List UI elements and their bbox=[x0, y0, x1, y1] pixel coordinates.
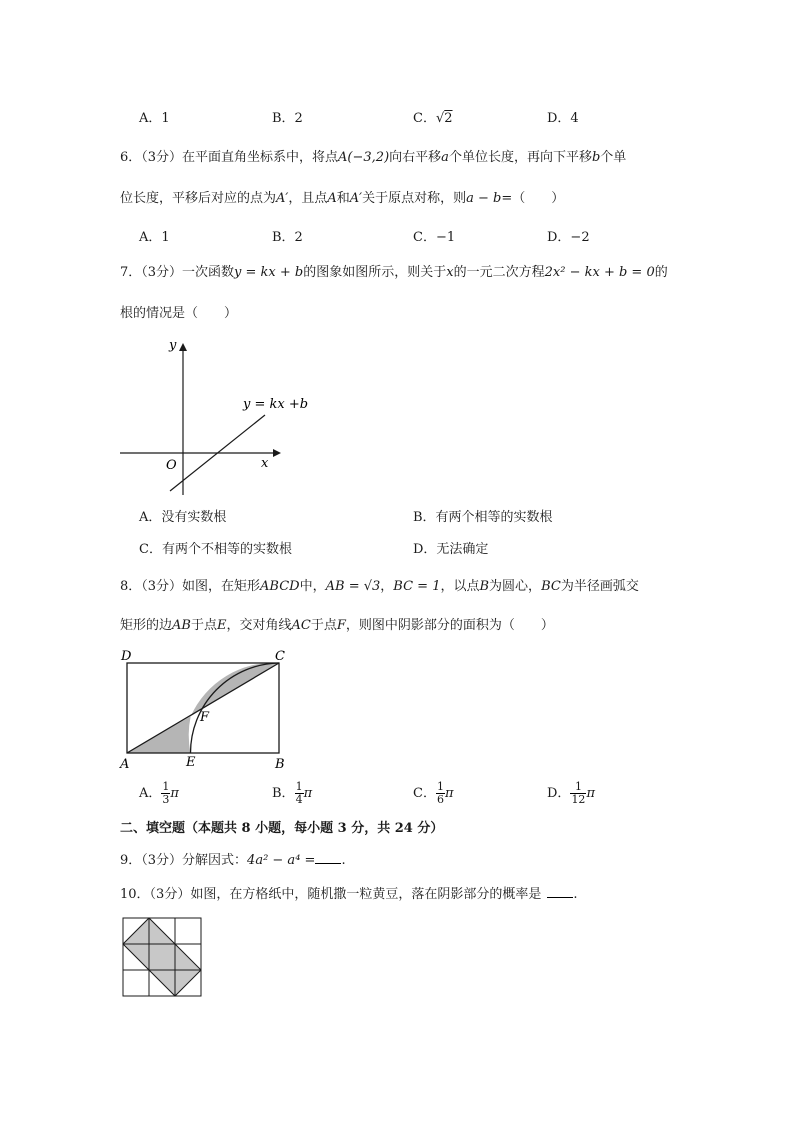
q8-text-2: 矩形的边 bbox=[120, 618, 173, 633]
label-b: B bbox=[275, 757, 285, 772]
x-axis-label: x bbox=[261, 456, 269, 471]
q8-option-c-frac bbox=[436, 781, 445, 806]
frac-den: 4 bbox=[295, 793, 303, 806]
q7-line2: 根的情况是（ ） bbox=[120, 306, 238, 321]
frac-den: 12 bbox=[571, 793, 586, 806]
q6-text-1d: 个单 bbox=[600, 150, 627, 165]
q6-text-1b: 向右平移 bbox=[389, 150, 442, 165]
q6-text-2b: ，且点 bbox=[288, 191, 328, 206]
q8-text-2e: ，则图中阴影部分的面积为（ ） bbox=[345, 618, 554, 633]
q9-expr: 4a² − a⁴ = bbox=[247, 853, 316, 868]
q8-option-a bbox=[139, 780, 179, 808]
q10-line bbox=[120, 885, 577, 904]
frac-num: 1 bbox=[570, 781, 586, 794]
q8-option-a-letter: A． bbox=[139, 786, 162, 801]
frac-num: 1 bbox=[436, 780, 444, 793]
q8-point-b: B bbox=[479, 579, 490, 594]
pi-symbol: π bbox=[170, 786, 179, 801]
pi-symbol: π bbox=[303, 786, 313, 801]
y-axis-arrow-icon bbox=[179, 343, 187, 351]
frac-num: 1 bbox=[162, 780, 170, 793]
section-heading: 二、填空题（本题共 8 小题，每小题 3 分，共 24 分） bbox=[120, 821, 444, 836]
q6-point-a: A bbox=[327, 191, 337, 206]
q8-text-2d: 于点 bbox=[310, 618, 337, 633]
q6-var-b: b bbox=[591, 150, 601, 165]
q6-text-2: 位长度，平移后对应的点为 bbox=[120, 191, 277, 206]
q6-var-a: a bbox=[441, 150, 449, 165]
q8-line2 bbox=[120, 617, 554, 635]
q8-option-c bbox=[413, 780, 454, 808]
q9-text: 9．（3分）分解因式： bbox=[120, 853, 248, 868]
pi-symbol: π bbox=[586, 786, 595, 801]
q8-text-1: 8．（3分）如图，在矩形 bbox=[120, 579, 261, 594]
q8-point-f: F bbox=[336, 618, 346, 633]
q7-text-1d: 的 bbox=[654, 265, 668, 280]
label-e: E bbox=[186, 755, 196, 770]
y-axis-label: y bbox=[169, 338, 177, 353]
q6-option-d: D．−2 bbox=[547, 230, 590, 245]
q6-point: A(−3,2) bbox=[338, 150, 390, 165]
q8-option-b-letter: B． bbox=[272, 786, 295, 801]
shaded-region bbox=[123, 918, 201, 996]
pi-symbol: π bbox=[444, 786, 454, 801]
q6-line1 bbox=[120, 149, 626, 167]
q8-text-1c: ，以点 bbox=[440, 579, 480, 594]
q8-rect: ABCD bbox=[260, 579, 300, 594]
q8-text-1d: 为圆心， bbox=[489, 579, 542, 594]
q8-text-2c: ，交对角线 bbox=[226, 618, 292, 633]
frac-num: 1 bbox=[295, 780, 303, 793]
q6-text-2e: =（ ） bbox=[501, 191, 565, 206]
q6-text-1c: 个单位长度，再向下平移 bbox=[448, 150, 592, 165]
q8-text-2b: 于点 bbox=[190, 618, 217, 633]
q7-option-a: A．没有实数根 bbox=[139, 510, 227, 525]
label-a: A bbox=[120, 757, 130, 772]
q7-text-1b: 的图象如图所示，则关于 bbox=[303, 265, 447, 280]
q8-sep: ， bbox=[380, 579, 394, 594]
q7-func: y = kx + b bbox=[234, 265, 304, 280]
frac-den: 6 bbox=[436, 793, 444, 806]
line-label: y = kx +b bbox=[243, 397, 309, 412]
q5-option-c bbox=[413, 110, 453, 128]
label-f: F bbox=[200, 710, 210, 725]
q8-option-c-letter: C． bbox=[413, 786, 436, 801]
q6-option-b: B．2 bbox=[272, 230, 303, 245]
q7-graph bbox=[115, 335, 309, 500]
q7-text-1: 7．（3分）一次函数 bbox=[120, 265, 235, 280]
q9-line bbox=[120, 851, 346, 870]
q10-grid-figure bbox=[122, 917, 204, 1001]
q8-bc: BC = 1 bbox=[393, 579, 441, 594]
q7-option-b: B．有两个相等的实数根 bbox=[413, 510, 553, 525]
q8-text-1e: 为半径画弧交 bbox=[560, 579, 639, 594]
q9-end: . bbox=[341, 853, 346, 868]
origin-label: O bbox=[166, 458, 177, 473]
q6-aprime-2: A′ bbox=[349, 191, 363, 206]
q6-option-a: A．1 bbox=[139, 230, 170, 245]
q5-option-c-prefix: C． bbox=[413, 111, 436, 126]
q6-expr: a − b bbox=[466, 191, 502, 206]
q6-text-2d: 关于原点对称，则 bbox=[362, 191, 467, 206]
q7-option-c: C．有两个不相等的实数根 bbox=[139, 542, 292, 557]
q10-end: . bbox=[573, 887, 578, 902]
q5-option-b: B．2 bbox=[272, 111, 303, 126]
sqrt-icon: √ bbox=[435, 111, 445, 126]
q8-option-b bbox=[272, 780, 312, 808]
q10-answer-blank bbox=[547, 885, 573, 898]
q8-point-e: E bbox=[216, 618, 227, 633]
q6-option-c: C．−1 bbox=[413, 230, 456, 245]
q7-equation: 2x² − kx + b = 0 bbox=[544, 265, 655, 280]
q8-option-d bbox=[547, 780, 595, 808]
label-d: D bbox=[121, 649, 132, 664]
q8-seg-ab: AB bbox=[172, 618, 191, 633]
q9-answer-blank bbox=[315, 851, 341, 864]
q10-text: 10．（3分）如图，在方格纸中，随机撒一粒黄豆，落在阴影部分的概率是 bbox=[120, 887, 542, 902]
q8-figure bbox=[115, 648, 295, 773]
q8-option-d-frac bbox=[570, 781, 586, 806]
q6-line2 bbox=[120, 190, 564, 208]
q7-text-1c: 的一元二次方程 bbox=[453, 265, 545, 280]
q7-line1 bbox=[120, 264, 668, 282]
label-c: C bbox=[275, 649, 285, 664]
q8-seg-ac: AC bbox=[291, 618, 311, 633]
x-axis-arrow-icon bbox=[273, 449, 281, 457]
q7-option-d: D．无法确定 bbox=[413, 542, 489, 557]
q8-text-1b: 中， bbox=[299, 579, 326, 594]
frac-den: 3 bbox=[162, 793, 170, 806]
q8-option-d-letter: D． bbox=[547, 786, 571, 801]
q6-aprime: A′ bbox=[276, 191, 289, 206]
q8-ab: AB = √3 bbox=[325, 579, 381, 594]
q6-text-1: 6．（3分）在平面直角坐标系中，将点 bbox=[120, 150, 339, 165]
q5-option-d: D．4 bbox=[547, 111, 579, 126]
q8-line1 bbox=[120, 578, 639, 596]
q5-option-c-value: 2 bbox=[444, 111, 453, 126]
q8-seg-bc: BC bbox=[541, 579, 561, 594]
q5-option-a: A．1 bbox=[139, 111, 170, 126]
q6-text-2c: 和 bbox=[336, 191, 350, 206]
q7-var-x: x bbox=[446, 265, 454, 280]
q8-option-b-frac bbox=[295, 781, 304, 806]
